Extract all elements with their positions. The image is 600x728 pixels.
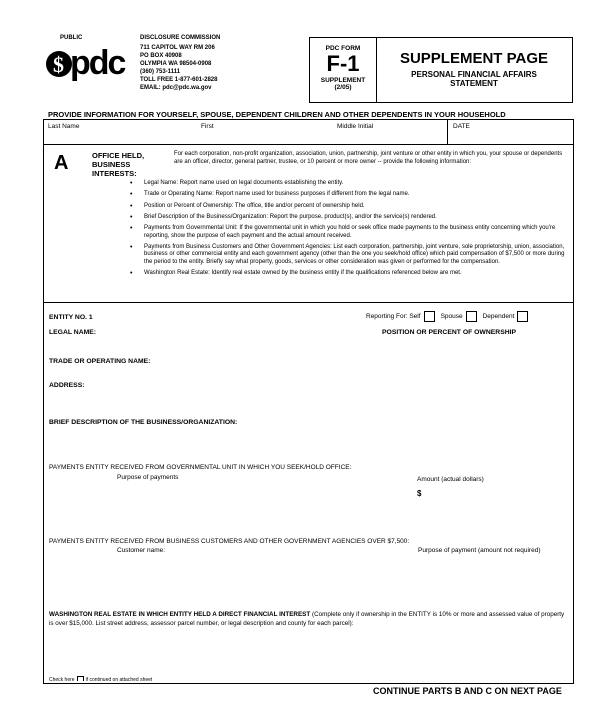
title-box [376, 37, 573, 103]
legal-name-label: LEGAL NAME: [49, 329, 97, 336]
contact-line: EMAIL: pdc@pdc.wa.gov [140, 85, 212, 91]
dollar-sign: $ [417, 489, 422, 498]
middle-initial-label: Middle Initial [337, 123, 374, 130]
section-intro: For each corporation, non-profit organization, association, union, partnership, joint venture or other entity in which you, your spouse or dependents are an officer, director, general partner, trustee, or 10 percent or more owner -- provide the following information: [174, 151, 563, 165]
divider [447, 120, 448, 144]
page-subtitle-2: STATEMENT [450, 79, 498, 88]
position-label: POSITION OR PERCENT OF OWNERSHIP [382, 329, 517, 336]
customer-name-label: Customer name: [117, 547, 166, 554]
trade-name-label: TRADE OR OPERATING NAME: [49, 358, 151, 365]
continued-checkbox[interactable] [77, 676, 84, 681]
reporting-for-group [366, 311, 534, 322]
list-item: • Position or Percent of Ownership: The office, title and/or percent of ownership held. [130, 202, 365, 210]
list-item: • Payments from Governmental Unit: If the governmental unit in which you hold or seek office made payments to the business entity concerning which you're reporting, show the purpose of each payment and the actual amount received. [130, 225, 556, 239]
dependent-checkbox[interactable] [517, 311, 528, 322]
contact-line: TOLL FREE 1-877-601-2828 [140, 77, 218, 83]
list-item: • Payments from Business Customers and Other Government Agencies: List each corporation, partnership, joint venture, sole proprietorship, union, association, business or other commercial entity and each government agency (other than the one you seek/hold office) which paid compensation of $7,500 or more during the period to the entity. Briefly say what property, goods, services or other consideration was given or performed for the compensation. [130, 243, 565, 265]
list-item: • Brief Description of the Business/Organization: Report the purpose, product(s), and/or the service(s) rendered. [130, 213, 437, 221]
payments-gov-label: PAYMENTS ENTITY RECEIVED FROM GOVERNMENTAL UNIT IN WHICH YOU SEEK/HOLD OFFICE: [49, 464, 352, 471]
section-divider [44, 302, 573, 303]
list-item: • Trade or Operating Name: Report name used for business purposes if different from the legal name. [130, 191, 410, 199]
entity-number: ENTITY NO. 1 [49, 314, 93, 321]
reporting-for-label: Reporting For: Self [366, 313, 421, 321]
wa-real-estate-text: WASHINGTON REAL ESTATE IN WHICH ENTITY HELD A DIRECT FINANCIAL INTEREST (Complete only if ownership in the ENTITY is 10% or more and assessed value of property is over $15,000. List street address, assessor parcel number, or legal description and county for each parcel): [49, 611, 565, 627]
instructions-list [130, 180, 570, 282]
purpose-of-payments-label: Purpose of payments [117, 474, 179, 481]
form-number: F-1 [326, 51, 360, 76]
section-heading: OFFICE HELD, BUSINESS INTERESTS: [92, 151, 145, 178]
footer-note: CONTINUE PARTS B AND C ON NEXT PAGE [373, 686, 562, 696]
form-id-box [309, 37, 377, 103]
commission-name: DISCLOSURE COMMISSION [140, 35, 221, 41]
list-item: • Washington Real Estate: Identify real estate owned by the business entity if the qualifications referenced below are met. [130, 270, 462, 278]
name-row [44, 120, 573, 145]
spouse-checkbox[interactable] [466, 311, 477, 322]
amount-label: Amount (actual dollars) [417, 476, 484, 483]
form-label: PDC FORM [325, 45, 361, 52]
page-subtitle: PERSONAL FINANCIAL AFFAIRS [411, 70, 537, 79]
address-label: ADDRESS: [49, 382, 85, 389]
last-name-label: Last Name [48, 123, 80, 130]
dependent-label: Dependent [482, 313, 515, 321]
svg-text:$: $ [53, 52, 64, 77]
payments-business-label: PAYMENTS ENTITY RECEIVED FROM BUSINESS CUSTOMERS AND OTHER GOVERNMENT AGENCIES OVER $7,500: [49, 538, 410, 545]
form-date: (2/05) [334, 84, 352, 91]
self-checkbox[interactable] [424, 311, 435, 322]
list-item: • Legal Name: Report name used on legal documents establishing the entity. [130, 180, 344, 187]
contact-line: (360) 753-1111 [140, 69, 181, 75]
contact-info [140, 44, 217, 92]
page-title: SUPPLEMENT PAGE [399, 50, 549, 67]
purpose-not-required-label: Purpose of payment (amount not required) [418, 547, 541, 554]
contact-line: OLYMPIA WA 98504-0908 [140, 61, 212, 67]
date-label: DATE [453, 123, 470, 130]
continued-check-row [49, 676, 152, 681]
first-name-label: First [201, 123, 214, 130]
contact-line: PO BOX 40908 [140, 53, 182, 59]
contact-line: 711 CAPITOL WAY RM 206 [140, 45, 215, 51]
form-type: SUPPLEMENT [320, 77, 366, 84]
logo-text: pdc [70, 44, 125, 82]
pdc-logo [46, 36, 136, 84]
section-letter: A [54, 152, 69, 174]
continued-label: if continued on attached sheet [85, 676, 153, 681]
brief-description-label: BRIEF DESCRIPTION OF THE BUSINESS/ORGANIZATION: [49, 419, 238, 426]
logo-public: PUBLIC [60, 35, 83, 41]
provide-info-heading: PROVIDE INFORMATION FOR YOURSELF, SPOUSE, DEPENDENT CHILDREN AND OTHER DEPENDENTS IN YOUR HOUSEHOLD [48, 110, 506, 119]
check-here-label: Check here [49, 676, 75, 681]
spouse-label: Spouse [440, 313, 463, 321]
